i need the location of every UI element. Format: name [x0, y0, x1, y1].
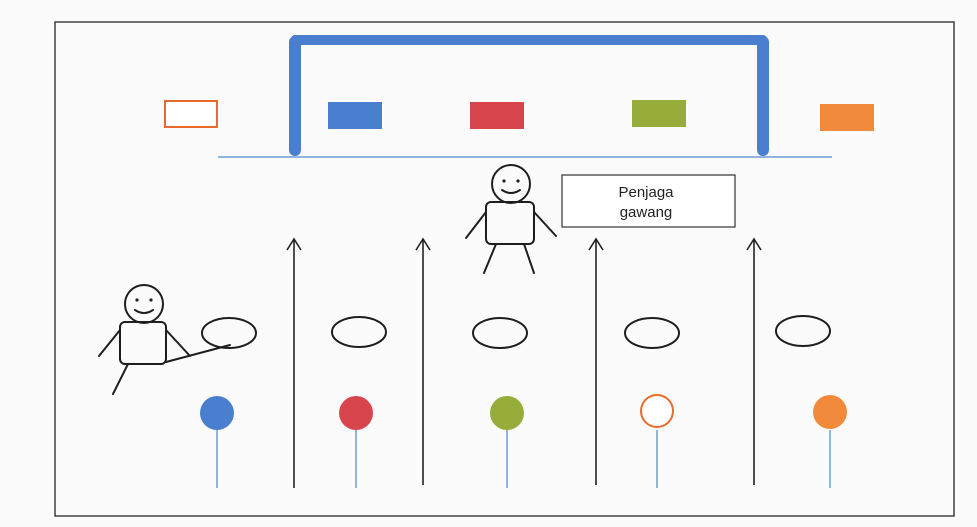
goalkeeper-left-leg: [484, 244, 496, 273]
goal-right-post: [757, 36, 769, 156]
goalkeeper-body: [486, 202, 534, 244]
goalkeeper-label-line1: Penjaga: [618, 184, 674, 201]
start-markers: [202, 316, 830, 348]
start-marker-2: [332, 317, 386, 347]
kicker-left-leg: [113, 364, 128, 394]
diagram-frame: [55, 22, 954, 516]
ball-cones: [200, 395, 847, 488]
goalkeeper-left-eye: [502, 179, 505, 182]
target-square-outline-orange: [165, 101, 217, 127]
cone-green: [490, 396, 524, 488]
ball-orange: [813, 395, 847, 429]
kicker-head: [125, 285, 163, 323]
goalkeeper-label: [562, 175, 735, 227]
ball-red: [339, 396, 373, 430]
arrow-4: [747, 239, 761, 485]
target-square-orange: [820, 104, 874, 131]
ball-blue: [200, 396, 234, 430]
kicker-left-arm: [99, 330, 120, 356]
kicker-right-eye: [149, 298, 152, 301]
target-square-blue: [328, 102, 382, 129]
start-marker-5: [776, 316, 830, 346]
goalkeeper-smile: [502, 190, 520, 193]
goalkeeper-right-leg: [524, 244, 534, 273]
kicker-right-arm: [166, 330, 190, 356]
goalkeeper-figure: [466, 165, 556, 273]
goalkeeper-head: [492, 165, 530, 203]
goalkeeper-right-eye: [516, 179, 519, 182]
goal-left-post: [289, 36, 301, 156]
cone-blue: [200, 396, 234, 488]
kicker-figure: [99, 285, 230, 394]
target-square-red: [470, 102, 524, 129]
cone-outline-orange: [641, 395, 673, 488]
target-square-green: [632, 100, 686, 127]
start-marker-4: [625, 318, 679, 348]
kicker-left-eye: [135, 298, 138, 301]
ball-outline-orange: [641, 395, 673, 427]
goal-crossbar: [291, 35, 767, 45]
cone-orange: [813, 395, 847, 488]
kicker-smile: [135, 310, 153, 313]
kicker-body: [120, 322, 166, 364]
arrow-3: [589, 239, 603, 485]
ball-green: [490, 396, 524, 430]
goalkeeper-label-line2: gawang: [619, 204, 673, 221]
kick-arrows: [287, 239, 761, 488]
start-marker-1: [202, 318, 256, 348]
arrow-2: [416, 239, 430, 485]
start-marker-3: [473, 318, 527, 348]
arrow-1: [287, 239, 301, 488]
goalkeeper-left-arm: [466, 212, 486, 238]
goal: [289, 35, 769, 156]
cone-red: [339, 396, 373, 488]
goalkeeper-right-arm: [534, 212, 556, 236]
